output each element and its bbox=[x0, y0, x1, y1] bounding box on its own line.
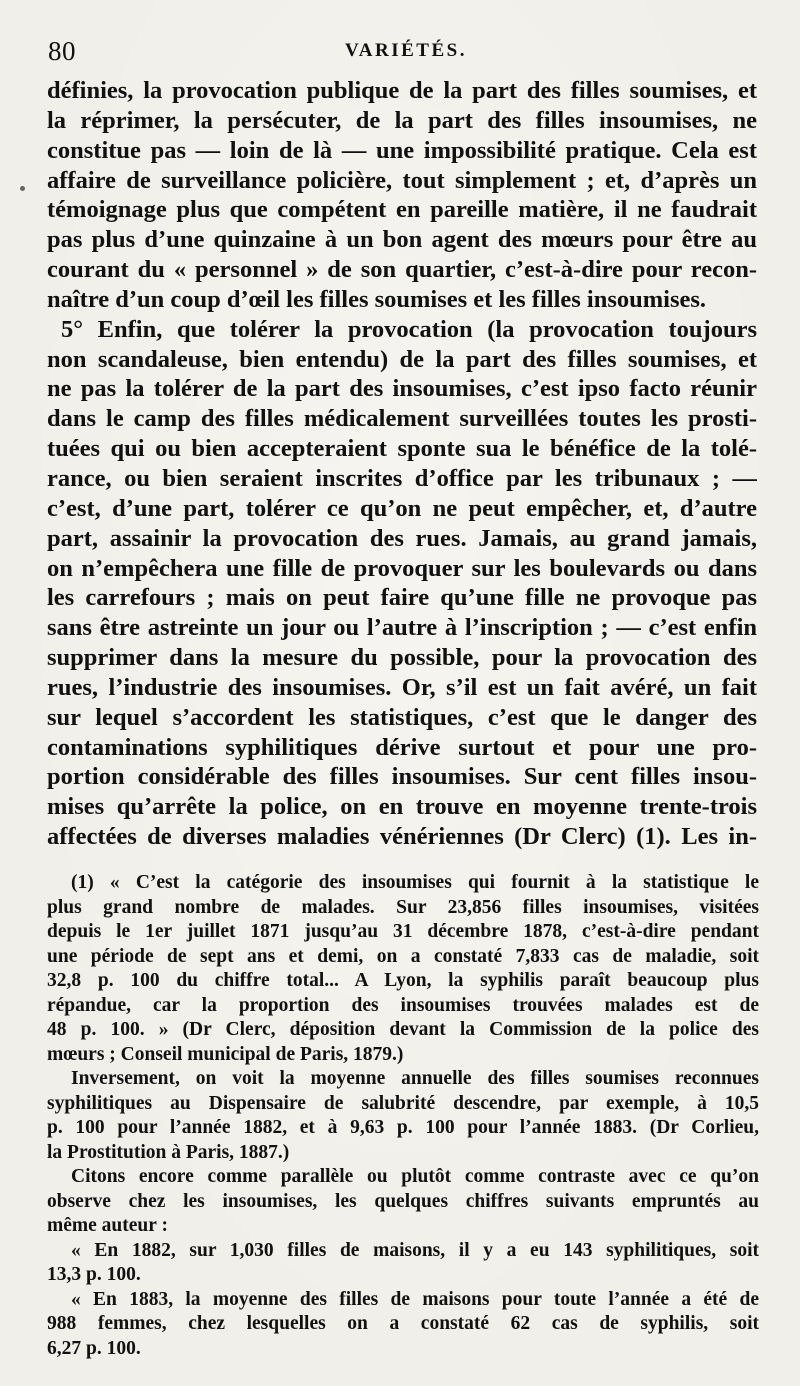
main-text bbox=[47, 76, 757, 852]
text-line: ne pas la tolérer de la part des insoumises, c’est ipso facto réunir bbox=[47, 375, 757, 403]
footnote-line: Citons encore comme parallèle ou plutôt comme contraste avec ce qu’on bbox=[71, 1166, 759, 1187]
text-line: définies, la provocation publique de la part des filles soumises, et bbox=[47, 77, 757, 104]
text-line: part, assainir la provocation des rues. Jamais, au grand jamais, bbox=[47, 524, 757, 552]
text-line: supprimer dans la mesure du possible, pour la provocation des bbox=[47, 644, 757, 672]
footnote-line: répandue, car la proportion des insoumises trouvées malades est de bbox=[47, 994, 759, 1016]
page-number: 80 bbox=[48, 36, 76, 66]
text-line: naître d’un coup d’œil les filles soumises et les filles insoumises. bbox=[47, 285, 707, 313]
text-line: rance, ou bien seraient inscrites d’office par les tribunaux ; — bbox=[47, 464, 757, 492]
text-line: témoignage plus que compétent en pareille matière, il ne faudrait bbox=[47, 196, 757, 224]
footnote-line: 6,27 p. 100. bbox=[47, 1337, 141, 1359]
footnote-line: « En 1882, sur 1,030 filles de maisons, il y a eu 143 syphilitiques, soit bbox=[71, 1239, 759, 1261]
footnote-line: depuis le 1er juillet 1871 jusqu’au 31 décembre 1878, c’est-à-dire pendant bbox=[47, 921, 759, 942]
footnote-line: observe chez les insoumises, les quelques chiffres suivants empruntés au bbox=[47, 1190, 759, 1212]
text-line: sur lequel s’accordent les statistiques, c’est que le danger des bbox=[47, 703, 757, 731]
footnote-line: 32,8 p. 100 du chiffre total... A Lyon, la syphilis paraît beaucoup plus bbox=[47, 970, 759, 991]
footnote-line: 13,3 p. 100. bbox=[47, 1264, 141, 1285]
text-line: dans le camp des filles médicalement surveillées toutes les prosti- bbox=[47, 405, 757, 433]
page-header bbox=[48, 36, 758, 70]
footnote-line: « En 1883, la moyenne des filles de maisons pour toute l’année a été de bbox=[71, 1288, 759, 1310]
footnote-line: 48 p. 100. » (Dr Clerc, déposition devant la Commission de la police des bbox=[47, 1019, 759, 1040]
footnote-line: même auteur : bbox=[47, 1215, 168, 1236]
text-line: portion considérable des filles insoumises. Sur cent filles insou- bbox=[47, 763, 757, 791]
text-line: la réprimer, la persécuter, de la part des filles insoumises, ne bbox=[47, 106, 757, 134]
footnote-line: une période de sept ans et demi, on a constaté 7,833 cas de maladie, soit bbox=[47, 945, 759, 967]
footnote-line: syphilitiques au Dispensaire de salubrité descendre, par exemple, à 10,5 bbox=[47, 1092, 759, 1114]
margin-speck bbox=[20, 186, 25, 191]
footnote-line: 988 femmes, chez lesquelles on a constaté 62 cas de syphilis, soit bbox=[47, 1313, 759, 1334]
text-line: constitue pas — loin de là — une impossibilité pratique. Cela est bbox=[47, 136, 757, 164]
text-line: tuées qui ou bien accepteraient sponte sua le bénéfice de la tolé- bbox=[47, 435, 757, 463]
text-line: affectées de diverses maladies vénériennes (Dr Clerc) (1). Les in- bbox=[47, 823, 757, 851]
text-line: non scandaleuse, bien entendu) de la part des filles soumises, et bbox=[47, 345, 757, 373]
running-head: VARIÉTÉS. bbox=[345, 40, 467, 61]
text-line: courant du « personnel » de son quartier, c’est-à-dire pour recon- bbox=[47, 256, 757, 284]
footnote-line: mœurs ; Conseil municipal de Paris, 1879.) bbox=[47, 1043, 404, 1065]
text-line: les carrefours ; mais on peut faire qu’une fille ne provoque pas bbox=[47, 584, 757, 612]
footnote-line: plus grand nombre de malades. Sur 23,856 filles insoumises, visitées bbox=[47, 896, 759, 918]
footnotes bbox=[47, 871, 759, 1361]
text-line: sans être astreinte un jour ou l’autre à l’inscription ; — c’est enfin bbox=[47, 614, 757, 642]
text-line: affaire de surveillance policière, tout simplement ; et, d’après un bbox=[47, 166, 757, 194]
text-line: c’est, d’une part, tolérer ce qu’on ne peut empêcher, et, d’autre bbox=[47, 494, 757, 522]
text-line: rues, l’industrie des insoumises. Or, s’il est un fait avéré, un fait bbox=[47, 673, 757, 701]
text-line: pas plus d’une quinzaine à un bon agent des mœurs pour être au bbox=[47, 226, 757, 254]
footnote-line: Inversement, on voit la moyenne annuelle des filles soumises reconnues bbox=[71, 1068, 759, 1089]
text-line: on n’empêchera une fille de provoquer sur les boulevards ou dans bbox=[47, 554, 757, 582]
footnote-line: (1) « C’est la catégorie des insoumises qui fournit à la statistique le bbox=[71, 872, 759, 893]
text-line: contaminations syphilitiques dérive surtout et pour une pro- bbox=[47, 733, 757, 761]
text-line: mises qu’arrête la police, on en trouve en moyenne trente-trois bbox=[47, 793, 757, 821]
text-line: 5° Enfin, que tolérer la provocation (la provocation toujours bbox=[61, 315, 757, 343]
footnote-line: la Prostitution à Paris, 1887.) bbox=[47, 1141, 290, 1163]
footnote-line: p. 100 pour l’année 1882, et à 9,63 p. 100 pour l’année 1883. (Dr Corlieu, bbox=[47, 1117, 759, 1138]
